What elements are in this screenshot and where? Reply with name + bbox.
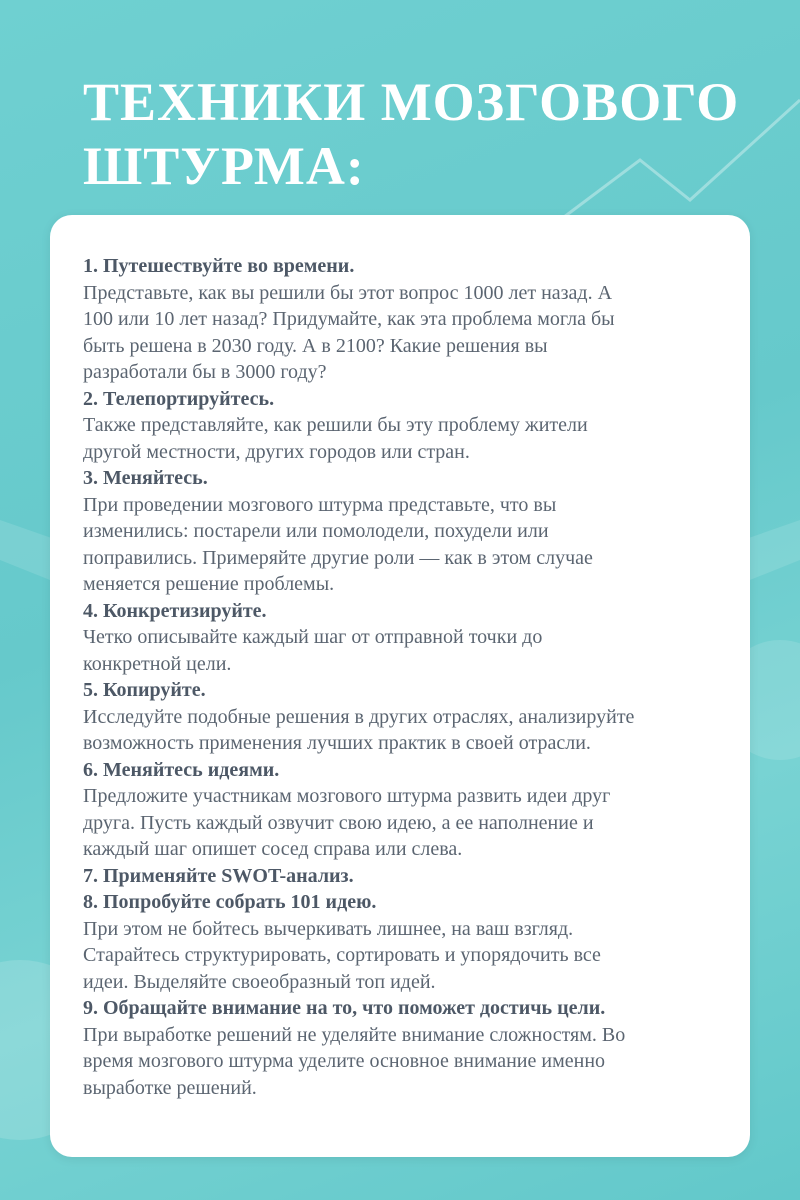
technique-description-line: другой местности, других городов или стран. xyxy=(83,440,470,463)
technique-description-line: Представьте, как вы решили бы этот вопрос 1000 лет назад. А xyxy=(83,281,613,304)
technique-item xyxy=(83,598,634,678)
techniques-list xyxy=(83,253,634,1101)
technique-item xyxy=(83,465,634,598)
title-line: ШТУРМА: xyxy=(83,136,365,196)
technique-description-line: время мозгового штурма уделите основное внимание именно xyxy=(83,1050,606,1072)
technique-description-line: выработке решений. xyxy=(83,1076,257,1099)
technique-heading: 3. Меняйтесь. xyxy=(83,467,208,489)
technique-description-line: Старайтесь структурировать, сортировать и упорядочить все xyxy=(83,944,601,966)
technique-heading: 2. Телепортируйтесь. xyxy=(83,387,275,410)
technique-heading: 6. Меняйтесь идеями. xyxy=(83,758,280,781)
technique-description-line: возможность применения лучших практик в своей отрасли. xyxy=(83,732,591,754)
technique-description-line: Предложите участникам мозгового штурма развить идеи друг xyxy=(83,785,611,807)
technique-description-line: друга. Пусть каждый озвучит свою идею, а ее наполнение и xyxy=(83,811,594,834)
technique-description-line: поправились. Примеряйте другие роли — как в этом случае xyxy=(83,546,593,569)
technique-description-line: Четко описывайте каждый шаг от отправной точки до xyxy=(83,626,543,648)
technique-item xyxy=(83,995,634,1101)
technique-description-line: При выработке решений не уделяйте внимание сложностям. Во xyxy=(83,1023,626,1046)
technique-description-line: меняется решение проблемы. xyxy=(83,573,335,595)
technique-heading: 7. Применяйте SWOT-анализ. xyxy=(83,864,354,887)
page-title xyxy=(83,70,739,198)
technique-description-line: конкретной цели. xyxy=(83,652,232,675)
technique-heading: 5. Копируйте. xyxy=(83,679,206,701)
technique-item xyxy=(83,253,634,386)
technique-description-line: Также представляйте, как решили бы эту проблему жители xyxy=(83,414,588,436)
technique-item xyxy=(83,889,634,995)
technique-item xyxy=(83,863,634,890)
technique-heading: 8. Попробуйте собрать 101 идею. xyxy=(83,891,377,913)
technique-heading: 4. Конкретизируйте. xyxy=(83,599,267,622)
technique-description-line: идеи. Выделяйте своеобразный топ идей. xyxy=(83,970,436,993)
technique-description-line: каждый шаг опишет сосед справа или слева. xyxy=(83,838,463,860)
technique-description-line: быть решена в 2030 году. А в 2100? Какие решения вы xyxy=(83,334,548,357)
technique-description-line: разработали бы в 3000 году? xyxy=(83,361,327,383)
technique-description-line: Исследуйте подобные решения в других отраслях, анализируйте xyxy=(83,705,635,728)
technique-item xyxy=(83,677,634,757)
technique-item xyxy=(83,386,634,466)
technique-heading: 1. Путешествуйте во времени. xyxy=(83,255,355,277)
technique-description-line: 100 или 10 лет назад? Придумайте, как эта проблема могла бы xyxy=(83,308,615,330)
title-line: ТЕХНИКИ МОЗГОВОГО xyxy=(83,72,740,132)
technique-description-line: изменились: постарели или помолодели, похудели или xyxy=(83,520,549,542)
technique-item xyxy=(83,757,634,863)
technique-heading: 9. Обращайте внимание на то, что поможет достичь цели. xyxy=(83,997,606,1019)
technique-description-line: При этом не бойтесь вычеркивать лишнее, на ваш взгляд. xyxy=(83,917,574,940)
content-card xyxy=(50,215,750,1157)
technique-description-line: При проведении мозгового штурма представьте, что вы xyxy=(83,493,557,516)
